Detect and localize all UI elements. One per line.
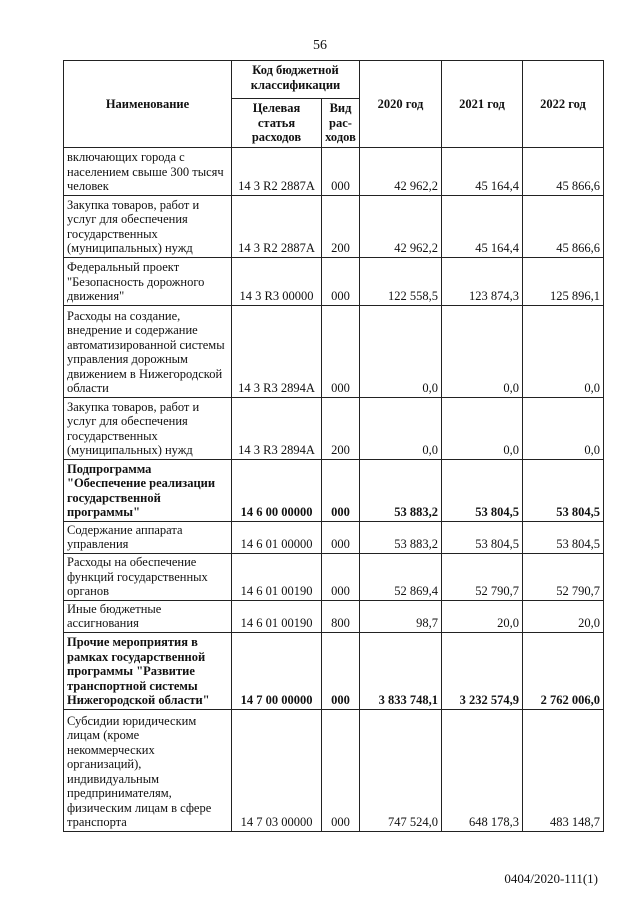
row-value-2021: 53 804,5 — [442, 521, 523, 553]
header-name: Наименование — [64, 61, 232, 148]
row-value-2020: 53 883,2 — [360, 521, 442, 553]
table-row — [64, 459, 604, 521]
row-kind: 200 — [322, 397, 360, 459]
row-value-2020: 53 883,2 — [360, 459, 442, 521]
row-name: Содержание аппарата управления — [64, 521, 232, 553]
row-name: Расходы на создание, внедрение и содержание автоматизированной системы управления дорожным движением в Нижегородской области — [64, 305, 232, 397]
row-value-2020: 0,0 — [360, 305, 442, 397]
row-value-2021: 45 164,4 — [442, 147, 523, 195]
row-value-2022: 2 762 006,0 — [523, 632, 604, 709]
row-value-2021: 0,0 — [442, 305, 523, 397]
header-2020: 2020 год — [360, 61, 442, 148]
row-value-2020: 42 962,2 — [360, 195, 442, 257]
row-value-2020: 42 962,2 — [360, 147, 442, 195]
budget-table — [63, 60, 604, 832]
header-2022: 2022 год — [523, 61, 604, 148]
row-value-2022: 20,0 — [523, 600, 604, 632]
row-value-2021: 3 232 574,9 — [442, 632, 523, 709]
table-row — [64, 600, 604, 632]
row-kind: 200 — [322, 195, 360, 257]
row-value-2021: 123 874,3 — [442, 257, 523, 305]
row-value-2022: 45 866,6 — [523, 195, 604, 257]
row-value-2022: 45 866,6 — [523, 147, 604, 195]
row-kind: 000 — [322, 553, 360, 600]
row-name: Федеральный проект "Безопасность дорожного движения" — [64, 257, 232, 305]
row-name: Подпрограмма "Обеспечение реализации государственной программы" — [64, 459, 232, 521]
row-code: 14 6 01 00190 — [232, 600, 322, 632]
row-name: Закупка товаров, работ и услуг для обеспечения государственных (муниципальных) нужд — [64, 397, 232, 459]
row-code: 14 3 R3 2894A — [232, 397, 322, 459]
row-kind: 000 — [322, 632, 360, 709]
table-row — [64, 397, 604, 459]
row-code: 14 6 01 00000 — [232, 521, 322, 553]
row-value-2021: 0,0 — [442, 397, 523, 459]
table-row — [64, 709, 604, 831]
row-kind: 000 — [322, 521, 360, 553]
row-value-2020: 747 524,0 — [360, 709, 442, 831]
row-code: 14 6 01 00190 — [232, 553, 322, 600]
document-code: 0404/2020-111(1) — [504, 871, 598, 886]
row-code: 14 3 R2 2887A — [232, 195, 322, 257]
header-budget-code: Код бюджетной классификации — [232, 61, 360, 99]
page-number: 56 — [313, 38, 327, 53]
row-name: Иные бюджетные ассигнования — [64, 600, 232, 632]
table-row — [64, 553, 604, 600]
row-name: Расходы на обеспечение функций государственных органов — [64, 553, 232, 600]
row-kind: 000 — [322, 257, 360, 305]
row-kind: 000 — [322, 709, 360, 831]
row-value-2022: 0,0 — [523, 305, 604, 397]
row-value-2020: 98,7 — [360, 600, 442, 632]
row-code: 14 3 R3 2894A — [232, 305, 322, 397]
row-value-2021: 45 164,4 — [442, 195, 523, 257]
header-2021: 2021 год — [442, 61, 523, 148]
row-value-2021: 53 804,5 — [442, 459, 523, 521]
row-value-2022: 0,0 — [523, 397, 604, 459]
row-code: 14 7 03 00000 — [232, 709, 322, 831]
header-target: Целевая статья расходов — [232, 99, 322, 148]
row-code: 14 7 00 00000 — [232, 632, 322, 709]
header-kind: Вид рас-ходов — [322, 99, 360, 148]
table-row — [64, 147, 604, 195]
row-kind: 800 — [322, 600, 360, 632]
row-value-2020: 0,0 — [360, 397, 442, 459]
row-kind: 000 — [322, 305, 360, 397]
row-name: Закупка товаров, работ и услуг для обеспечения государственных (муниципальных) нужд — [64, 195, 232, 257]
row-name: включающих города с населением свыше 300 тысяч человек — [64, 147, 232, 195]
row-name: Прочие мероприятия в рамках государственной программы "Развитие транспортной системы Нижегородской области" — [64, 632, 232, 709]
row-name: Субсидии юридическим лицам (кроме некоммерческих организаций), индивидуальным предпринимателям, физическим лицам в сфере транспорта — [64, 709, 232, 831]
row-value-2022: 125 896,1 — [523, 257, 604, 305]
row-kind: 000 — [322, 147, 360, 195]
table-row — [64, 521, 604, 553]
table-row — [64, 195, 604, 257]
table-row — [64, 305, 604, 397]
row-value-2022: 483 148,7 — [523, 709, 604, 831]
row-value-2020: 52 869,4 — [360, 553, 442, 600]
row-value-2021: 20,0 — [442, 600, 523, 632]
row-value-2020: 3 833 748,1 — [360, 632, 442, 709]
row-value-2020: 122 558,5 — [360, 257, 442, 305]
row-value-2022: 53 804,5 — [523, 521, 604, 553]
row-value-2022: 52 790,7 — [523, 553, 604, 600]
table-row — [64, 632, 604, 709]
row-code: 14 6 00 00000 — [232, 459, 322, 521]
table-row — [64, 257, 604, 305]
row-kind: 000 — [322, 459, 360, 521]
row-value-2022: 53 804,5 — [523, 459, 604, 521]
row-code: 14 3 R3 00000 — [232, 257, 322, 305]
row-value-2021: 52 790,7 — [442, 553, 523, 600]
row-value-2021: 648 178,3 — [442, 709, 523, 831]
row-code: 14 3 R2 2887A — [232, 147, 322, 195]
